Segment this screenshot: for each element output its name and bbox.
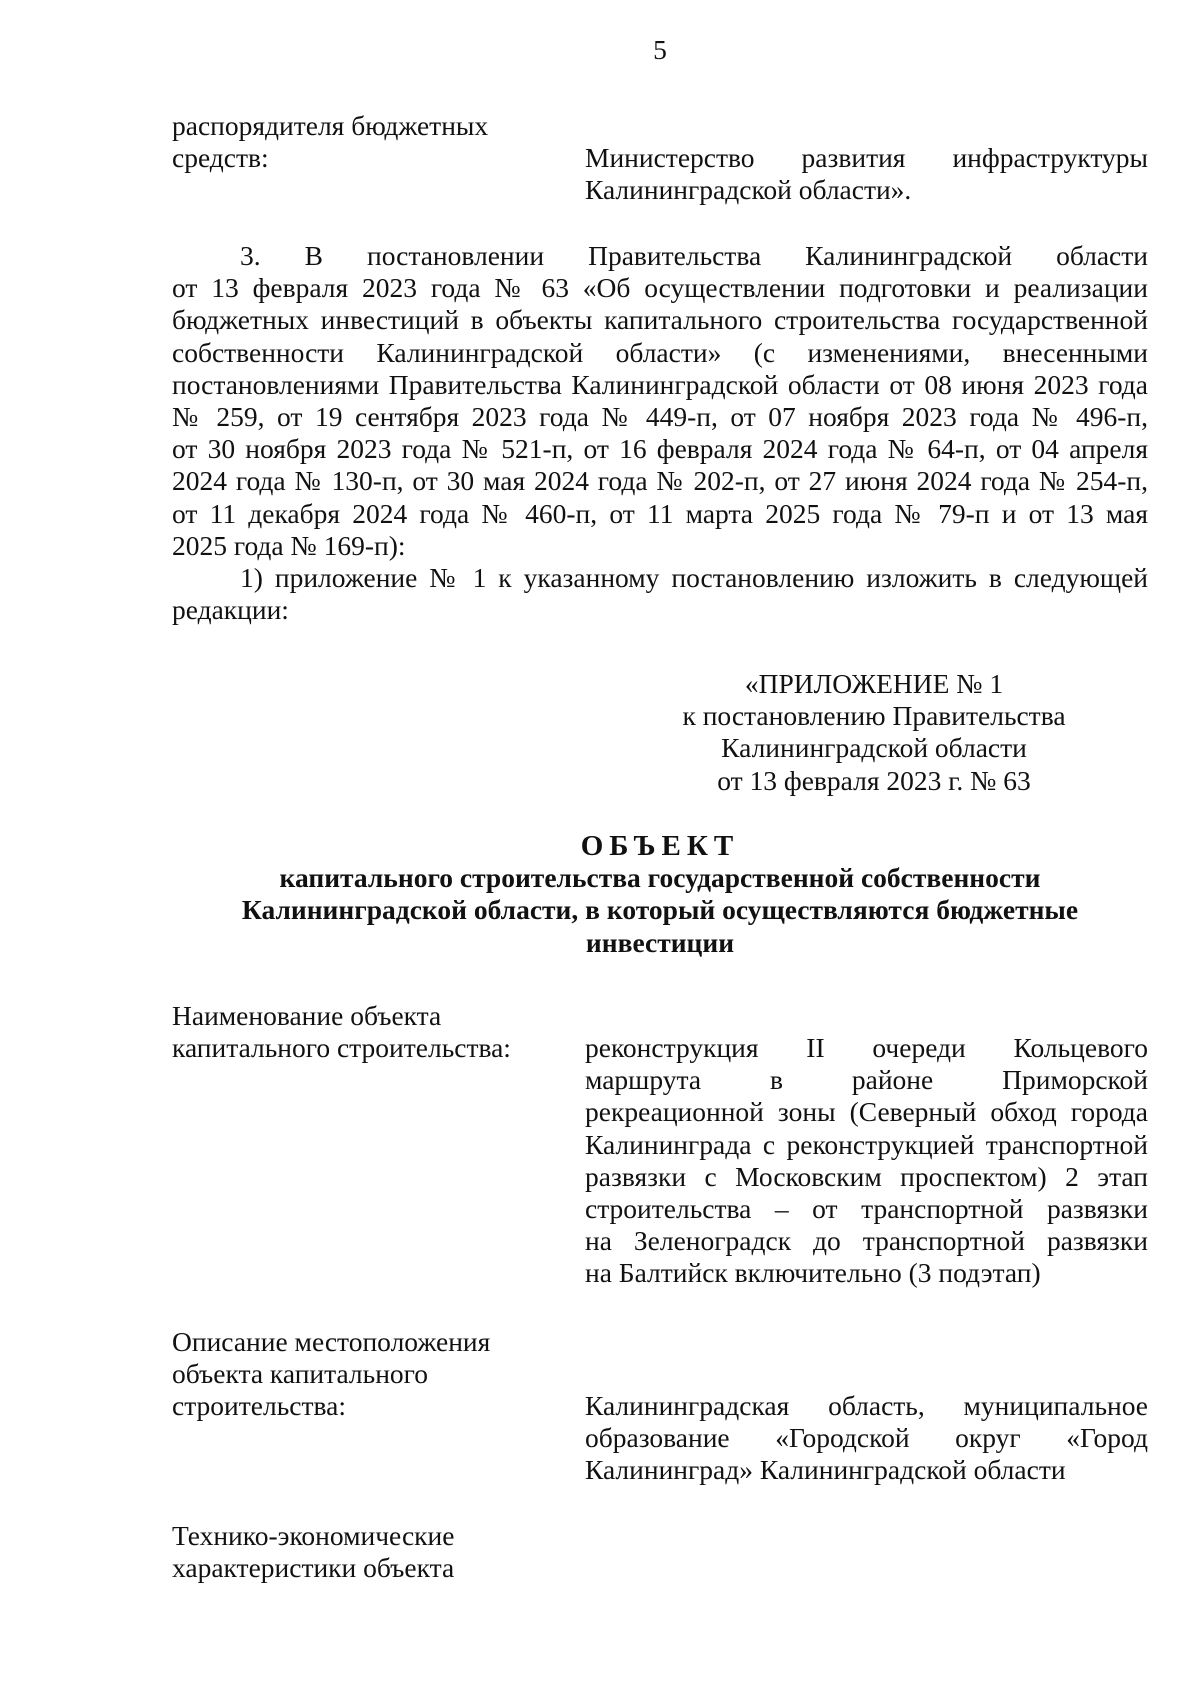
paragraph-line: № 259, от 19 сентября 2023 года № 449-п, от 07 ноября 2023 года № 496-п, xyxy=(172,401,1148,433)
paragraph-line: 1) приложение № 1 к указанному постановлению изложить в следующей xyxy=(240,562,1148,593)
object-name-value-line: маршрута в районе Приморской xyxy=(585,1064,1148,1096)
paragraph-line: бюджетных инвестиций в объекты капитального строительства государственной xyxy=(172,304,1148,336)
budget-holder-label-line: средств: xyxy=(172,142,269,174)
object-name-value-line: на Балтийск включительно (3 подэтап) xyxy=(585,1257,1041,1289)
object-heading: ОБЪЕКТ xyxy=(580,830,740,862)
paragraph-line: от 11 декабря 2024 года № 460-п, от 11 марта 2025 года № 79-п и от 13 мая xyxy=(172,497,1148,529)
object-name-value xyxy=(585,1032,1148,1290)
paragraph-line: собственности Калининградской области» (с изменениями, внесенными xyxy=(172,336,1148,368)
object-subtitle-line: Калининградской области, в который осуществляются бюджетные xyxy=(241,894,1079,926)
budget-holder-value xyxy=(585,142,1148,206)
object-location-value xyxy=(585,1390,1148,1487)
object-title xyxy=(172,830,1148,959)
paragraph-line: 3. В постановлении Правительства Калининградской области xyxy=(240,240,1148,271)
object-name-value-line: рекреационной зоны (Северный обход города xyxy=(585,1096,1148,1128)
object-location-value-line: Калининград» Калининградской области xyxy=(585,1454,1066,1486)
object-subtitle-line: инвестиции xyxy=(585,926,735,958)
budget-holder-label xyxy=(172,110,572,174)
paragraph-line: 2025 года № 169-п): xyxy=(172,529,406,561)
tech-econ-label-line: характеристики объекта xyxy=(172,1552,455,1584)
object-location-label-line: Описание местоположения xyxy=(172,1326,491,1357)
object-name-value-line: развязки с Московским проспектом) 2 этап xyxy=(585,1160,1148,1192)
object-subtitle-line: капитального строительства государственной собственности xyxy=(279,862,1041,894)
paragraph-line: редакции: xyxy=(172,594,289,626)
object-location-label xyxy=(172,1326,572,1423)
object-location-value-line: образование «Городской округ «Город xyxy=(585,1422,1148,1454)
budget-holder-value-line: Министерство развития инфраструктуры xyxy=(585,142,1148,173)
budget-holder-value-line: Калининградской области». xyxy=(585,174,912,206)
appendix-line: к постановлению Правительства xyxy=(682,700,1066,732)
object-name-value-line: на Зеленоградск до транспортной развязки xyxy=(585,1225,1148,1257)
object-name-label xyxy=(172,1000,572,1064)
object-location-label-line: строительства: xyxy=(172,1390,346,1422)
tech-econ-label-line: Технико-экономические xyxy=(172,1520,455,1551)
object-name-label-line: Наименование объекта xyxy=(172,1000,442,1031)
appendix-line: «ПРИЛОЖЕНИЕ № 1 xyxy=(744,668,1004,699)
object-location-label-line: объекта капитального xyxy=(172,1358,429,1390)
paragraph-line: от 13 февраля 2023 года № 63 «Об осуществлении подготовки и реализации xyxy=(172,272,1148,304)
object-name-label-line: капитального строительства: xyxy=(172,1032,511,1064)
object-location-value-line: Калининградская область, муниципальное xyxy=(585,1390,1148,1421)
item-3-paragraph xyxy=(172,240,1148,562)
paragraph-line: постановлениями Правительства Калининградской области от 08 июня 2023 года xyxy=(172,368,1148,400)
paragraph-line: 2024 года № 130-п, от 30 мая 2024 года № 202-п, от 27 июня 2024 года № 254-п, xyxy=(172,465,1148,497)
appendix-line: Калининградской области xyxy=(721,732,1027,764)
budget-holder-label-line: распорядителя бюджетных xyxy=(172,110,489,141)
object-name-value-line: Калининграда с реконструкцией транспортной xyxy=(585,1128,1148,1160)
paragraph-line: от 30 ноября 2023 года № 521-п, от 16 февраля 2024 года № 64-п, от 04 апреля xyxy=(172,433,1148,465)
appendix-line: от 13 февраля 2023 г. № 63 xyxy=(717,764,1031,796)
object-name-value-line: строительства – от транспортной развязки xyxy=(585,1193,1148,1225)
subitem-1-paragraph xyxy=(172,562,1148,626)
page-number: 5 xyxy=(653,34,667,65)
object-name-value-line: реконструкция II очереди Кольцевого xyxy=(585,1032,1148,1063)
appendix-header xyxy=(600,668,1148,797)
tech-econ-label xyxy=(172,1520,572,1584)
